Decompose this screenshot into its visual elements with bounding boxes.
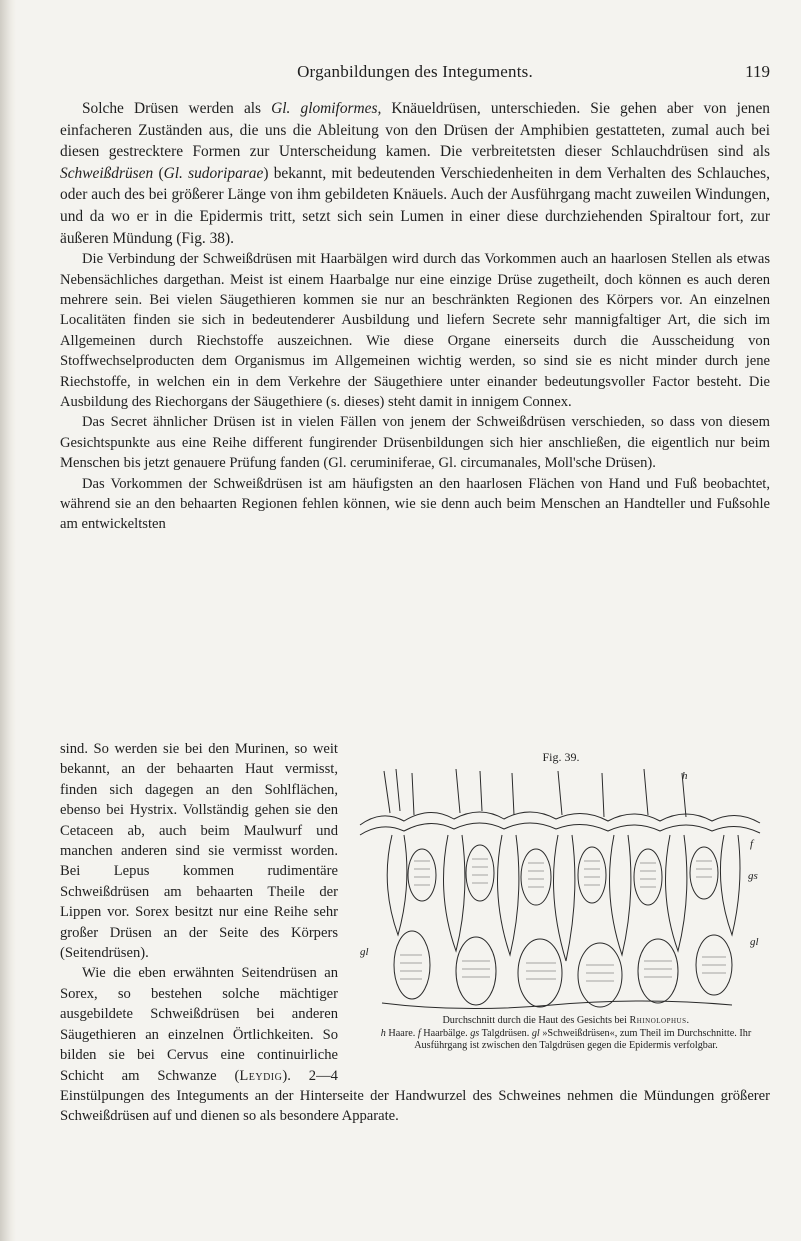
paragraph-2: Die Verbindung der Schweißdrüsen mit Haarbälgen wird durch das Vorkommen auch an haarlosen Stellen als etwas Nebensächliches dargethan. Meist ist einem Haarbalge nur eine einzige Drüse zugetheilt, doch können es auch deren mehrere sein. Bei vielen Säugethieren kommen sie nur an beschränkten Regionen des Körpers vor. An einzelnen Localitäten finden sie sich in bedeutenderer Ausbildung und liefern Secrete sehr mannigfaltiger Art, die sich im Allgemeinen durch Riechstoffe auszeichnen. Wie diese Organe einerseits durch die Ausscheidung von Stoffwechselproducten dem Organismus im Allgemeinen wichtig werden, so sind sie es nicht minder durch jene Riechstoffe, in welchen ein in dem Verkehre der Säugethiere unter einander bedeutungsvoller Factor besteht. Die Ausbildung des Riechorgans der Säugethiere (s. dieses) steht damit in innigem Connex. — [60, 251, 770, 410]
author-name: Leydig — [239, 1067, 283, 1084]
label-gl-left: gl — [360, 946, 369, 958]
label-f: f — [750, 838, 754, 850]
figure-39 — [352, 739, 770, 1076]
float-block — [60, 739, 770, 1127]
term-schweissdruesen: Schweißdrüsen — [60, 164, 154, 182]
figure-label: Fig. 39. — [542, 750, 580, 764]
label-gl-right: gl — [750, 936, 759, 948]
paragraph-3: Das Secret ähnlicher Drüsen ist in vielen Fällen von jenem der Schweißdrüsen verschieden, so dass von diesem Gesichtspunkte aus eine Reihe different fungirender Drüsenbildungen sich hier anschließen, die eigentlich nur beim Menschen bis jetzt genauere Prüfung fanden (Gl. ceruminiferae, Gl. circumanales, Moll'sche Drüsen). — [60, 414, 770, 472]
figure-caption: Durchschnitt durch die Haut des Gesichts bei Rhinolophus. h Haare. f Haarbälge. gs Talgdrüsen. gl »Schweißdrüsen«, zum Theil im Durchschnitte. Ihr Ausführgang ist zwischen den Talgdrüsen gegen die Epidermis verfolgbar. — [380, 1015, 752, 1052]
page-spine-shadow — [0, 0, 16, 1241]
paragraph-4-intro: Das Vorkommen der Schweißdrüsen ist am häufigsten an den haarlosen Flächen von Hand und Fuß beobachtet, während sie an den behaarten Regionen fehlen können, wie sie denn auch beim Menschen an Handteller und Fußsohle am entwickeltsten — [60, 475, 770, 533]
body-text — [60, 98, 770, 535]
paragraph-4-rest: sind. So werden sie bei den Murinen, so weit bekannt, an der behaarten Haut vermisst, finden sich dagegen an den Sohlflächen, ebenso bei Hystrix. Vollständig gehen sie den Cetaceen ab, auch beim Maulwurf und manchen anderen sind sie vermisst worden. Bei Lepus kommen rudimentäre Schweißdrüsen am behaarten Theile der Lippen vor. Sorex besitzt nur eine Reihe sehr großer Drüsen an der Seite des Körpers (Seitendrüsen). — [60, 741, 338, 962]
paragraph-5: Wie die eben erwähnten Seitendrüsen an Sorex, so bestehen solche mächtiger ausgebildete Schweißdrüsen bei anderen Säugethieren an einzelnen Örtlichkeiten. So bilden sie bei Cervus eine continuirliche Schicht am Schwanze (Leydig). 2—4 Einstülpungen des Integuments an der Hinterseite der Handwurzel des Schweines nehmen die Mündungen größerer Schweißdrüsen auf und dienen so als besondere Apparate. — [60, 965, 770, 1125]
label-gs: gs — [748, 870, 758, 882]
term-sudoriparae: Gl. sudoriparae — [163, 164, 264, 182]
term-glomiformes: Gl. glomiformes, — [271, 100, 382, 117]
paragraph-1: Solche Drüsen werden als Gl. glomiformes, Knäueldrüsen, unterschieden. Sie gehen aber von jenen einfacheren Zuständen aus, die uns die Ableitung von den Drüsen der Amphibien gestatteten, zumal auch bei diesen gestrecktere Formen zur Unterscheidung kamen. Die verbreitetsten dieser Schlauchdrüsen sind als Schweißdrüsen (Gl. sudoriparae) bekannt, mit bedeutenden Verschiedenheiten in dem Verhalten des Schlauches, oder auch des bei größerer Länge von ihm gebildeten Knäuels. Auch der Ausführgang macht zuweilen Windungen, und da wo er in die Epidermis tritt, setzt sich sein Lumen in einer diese durchziehenden Spiraltour fort, zur äußeren Mündung (Fig. 38). — [60, 100, 771, 247]
label-h: h — [682, 770, 688, 782]
caption-genus: Rhinolophus. — [629, 1015, 690, 1026]
running-header — [60, 62, 770, 86]
page-number: 119 — [745, 62, 770, 81]
skin-section-illustration — [352, 765, 770, 1013]
running-title: Organbildungen des Integuments. — [297, 62, 533, 81]
